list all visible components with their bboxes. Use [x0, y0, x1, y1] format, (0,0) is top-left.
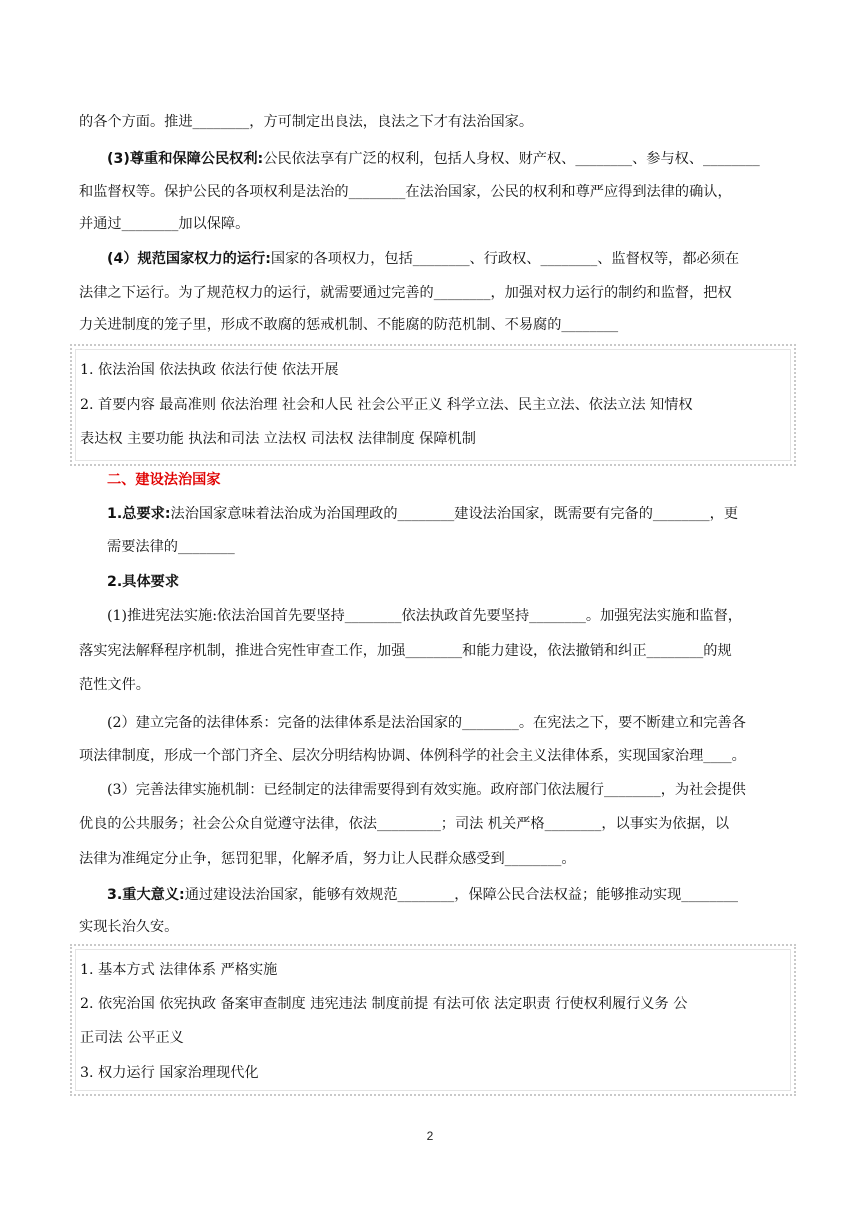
paragraph-line: 法律为准绳定分止争，惩罚犯罪，化解矛盾，努力让人民群众感受到________。 [79, 851, 576, 867]
paragraph-line: (1)推进宪法实施:依法治国首先要坚持________依法执政首先要坚持________。加强宪法实施和监督， [107, 608, 742, 624]
paragraph-line: (2）建立完备的法律体系：完备的法律体系是法治国家的________。在宪法之下，要不断建立和完善各 [107, 715, 746, 731]
paragraph-line: 项法律制度，形成一个部门齐全、层次分明结构协调、体例科学的社会主义法律体系，实现国家治理____。 [79, 748, 746, 764]
item-heading: (3)尊重和保障公民权利: [107, 151, 264, 167]
answer-line: 2. 依宪治国 依宪执政 备案审查制度 违宪违法 制度前提 有法可依 法定职责 行使权利履行义务 公 [80, 996, 688, 1012]
paragraph-line: 实现长治久安。 [79, 919, 179, 935]
item-text: 国家的各项权力，包括________、行政权、________、监督权等，都必须在 [270, 251, 740, 267]
answer-box [70, 944, 796, 1096]
item-heading: (4）规范国家权力的运行: [107, 251, 271, 267]
answer-line: 正司法 公平正义 [80, 1030, 184, 1046]
paragraph-line: 优良的公共服务；社会公众自觉遵守法律，依法_________；司法 机关严格________，以事实为依据，以 [79, 816, 730, 832]
paragraph-line [107, 149, 783, 169]
answer-line: 2. 首要内容 最高准则 依法治理 社会和人民 社会公平正义 科学立法、民主立法、依法立法 知情权 [80, 397, 693, 413]
item-heading: 1.总要求: [107, 506, 171, 522]
item-text: 法治国家意味着法治成为治国理政的________建设法治国家，既需要有完备的________，更 [170, 506, 739, 522]
answer-box [70, 344, 796, 466]
page-number: 2 [426, 1129, 434, 1143]
paragraph-line: 法律之下运行。为了规范权力的运行，就需要通过完善的________，加强对权力运行的制约和监督，把权 [79, 285, 732, 301]
answer-line: 3. 权力运行 国家治理现代化 [80, 1065, 259, 1081]
answer-line: 1. 依法治国 依法执政 依法行使 依法开展 [80, 362, 339, 378]
paragraph-line: 需要法律的________ [107, 539, 235, 555]
paragraph-line [107, 885, 783, 905]
answer-line: 1. 基本方式 法律体系 严格实施 [80, 962, 278, 978]
answer-line: 表达权 主要功能 执法和司法 立法权 司法权 法律制度 保障机制 [80, 431, 476, 447]
paragraph-line [107, 249, 783, 269]
paragraph-line: 和监督权等。保护公民的各项权利是法治的________在法治国家，公民的权利和尊严应得到法律的确认， [79, 184, 732, 200]
paragraph-line: 范性文件。 [79, 677, 150, 693]
paragraph-line: 并通过________加以保障。 [79, 216, 250, 232]
item-text: 通过建设法治国家，能够有效规范________，保障公民合法权益；能够推动实现________ [184, 887, 739, 903]
paragraph-line: 力关进制度的笼子里，形成不敢腐的惩戒机制、不能腐的防范机制、不易腐的________ [79, 317, 619, 333]
paragraph-line: 的各个方面。推进________，方可制定出良法，良法之下才有法治国家。 [79, 114, 534, 130]
section-title: 二、建设法治国家 [107, 472, 221, 488]
paragraph-line: (3）完善法律实施机制：已经制定的法律需要得到有效实施。政府部门依法履行________，为社会提供 [107, 782, 746, 798]
paragraph-line: 落实宪法解释程序机制，推进合宪性审查工作，加强________和能力建设，依法撤销和纠正________的规 [79, 643, 732, 659]
paragraph-line [107, 504, 783, 524]
item-text: 公民依法享有广泛的权利，包括人身权、财产权、________、参与权、________ [263, 151, 760, 167]
item-heading: 3.重大意义: [107, 887, 185, 903]
subheading: 2.具体要求 [107, 574, 180, 590]
